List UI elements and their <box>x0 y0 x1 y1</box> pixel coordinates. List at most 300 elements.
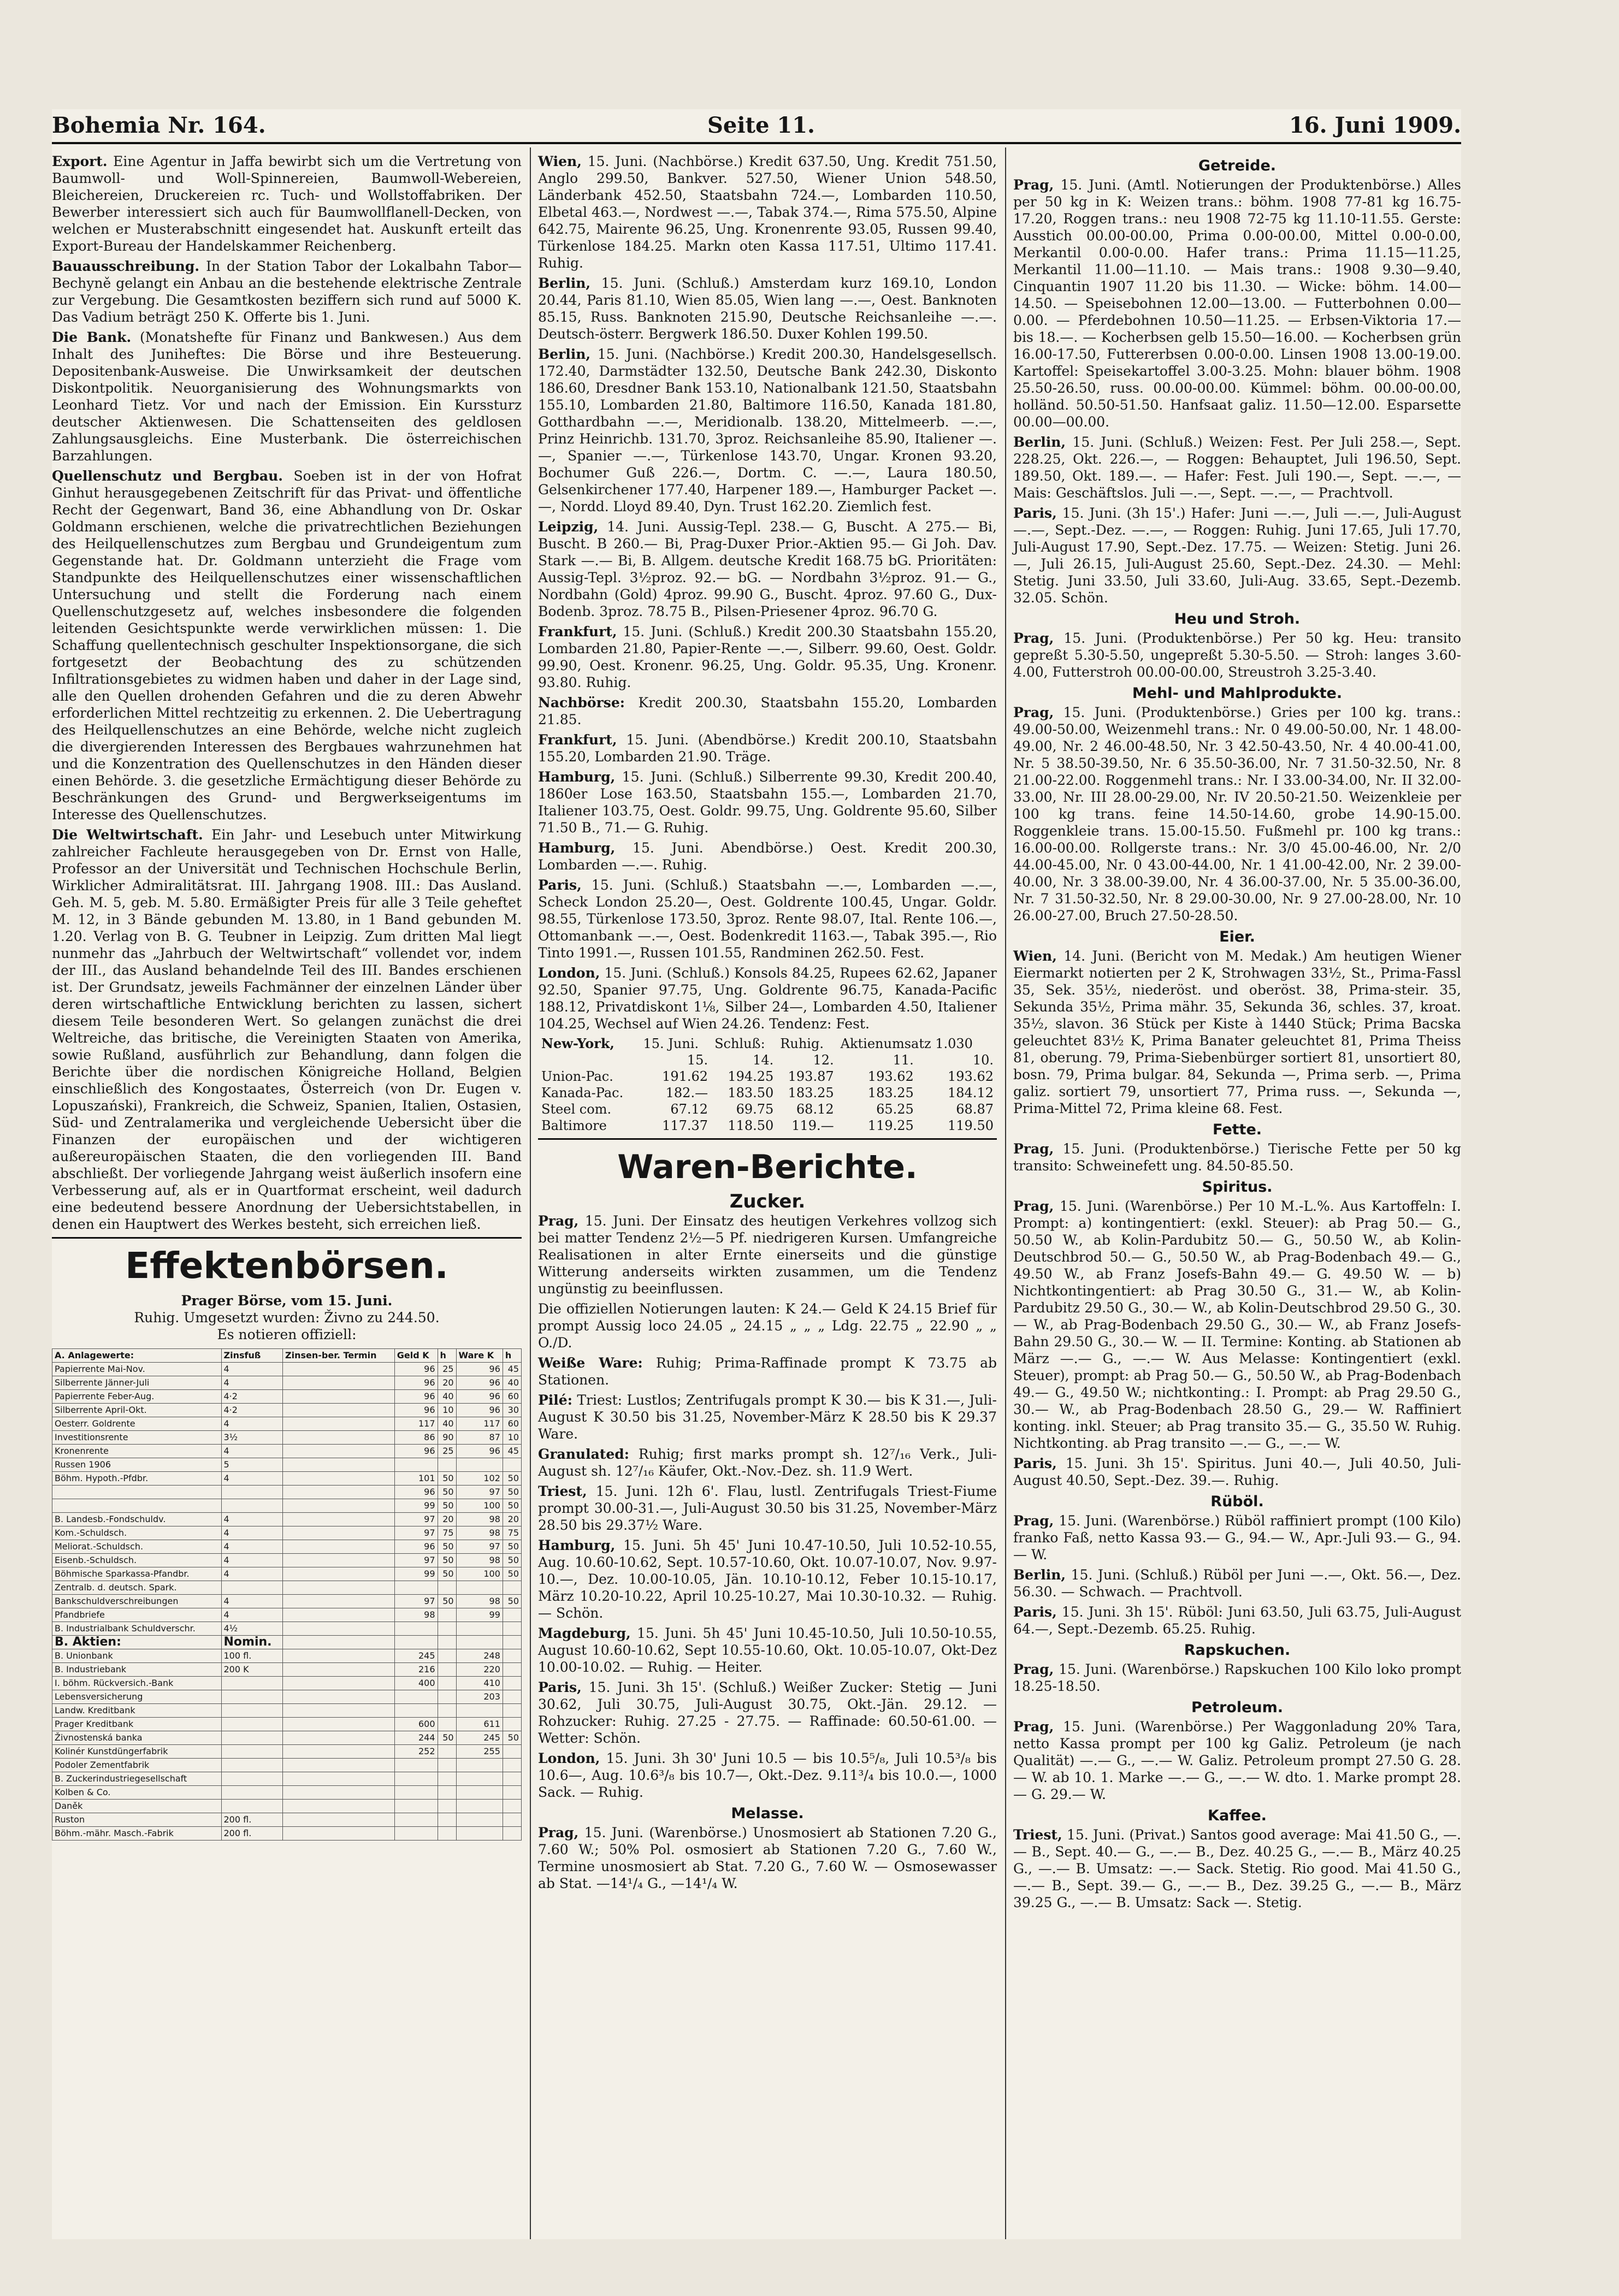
ny-col-date: 12. <box>813 1052 834 1068</box>
report-paragraph <box>538 964 997 1032</box>
newyork-table <box>538 1035 997 1134</box>
table-row <box>52 1772 522 1786</box>
table-cell: 50 <box>438 1554 456 1567</box>
report-lead: Prag, <box>1013 1661 1054 1677</box>
report-lead: Hamburg, <box>538 840 616 856</box>
market-section-title: Getreide. <box>1198 157 1277 174</box>
report-paragraph <box>1013 1140 1461 1174</box>
table-cell: 611 <box>456 1718 503 1731</box>
report-paragraph <box>538 1537 997 1622</box>
table-cell: Bankschuldverschreibungen <box>52 1595 222 1608</box>
table-header-cell: h <box>503 1349 521 1363</box>
table-cell: 4 <box>221 1567 283 1581</box>
table-row <box>52 1827 522 1841</box>
table-cell: 96 <box>394 1404 438 1417</box>
table-row <box>52 1718 522 1731</box>
table-cell: 4 <box>221 1363 283 1376</box>
table-cell: Silberrente April-Okt. <box>52 1404 222 1417</box>
market-section-title: Mehl- und Mahlprodukte. <box>1132 685 1343 702</box>
table-cell <box>503 1827 521 1841</box>
table-cell: 245 <box>456 1731 503 1745</box>
ny-cell: 183.25 <box>788 1085 834 1100</box>
table-cell: Podoler Zementfabrik <box>52 1759 222 1772</box>
table-row <box>52 1786 522 1800</box>
report-paragraph <box>1013 704 1461 924</box>
table-cell <box>438 1622 456 1636</box>
table-cell <box>283 1595 395 1608</box>
table-cell: 4 <box>221 1417 283 1431</box>
table-cell <box>438 1663 456 1677</box>
table-cell <box>283 1376 395 1390</box>
table-cell: 50 <box>438 1595 456 1608</box>
report-text: 15. Juni. 3h 15'. Spiritus. Juni 40.—, Juli 40.50, Juli-August 40.50, Sept.-Dez. 39.—. Ruhig. <box>1013 1455 1461 1488</box>
empty-cell <box>456 1636 503 1649</box>
table-cell: 50 <box>438 1486 456 1499</box>
report-paragraph <box>1013 1566 1461 1600</box>
ny-date-row <box>538 1052 997 1068</box>
newspaper-page <box>52 109 1461 2239</box>
report-paragraph <box>1013 1826 1461 1911</box>
table-cell <box>438 1813 456 1827</box>
table-cell: Russen 1906 <box>52 1458 222 1472</box>
stock-reports <box>538 153 997 1032</box>
table-cell <box>438 1677 456 1690</box>
table-cell: 98 <box>456 1554 503 1567</box>
table-cell <box>221 1677 283 1690</box>
table-cell <box>438 1786 456 1800</box>
ny-col-date: 11. <box>893 1052 914 1068</box>
table-cell: 4 <box>221 1526 283 1540</box>
table-cell: 96 <box>394 1540 438 1554</box>
report-lead: Berlin, <box>538 346 591 362</box>
table-row <box>52 1800 522 1813</box>
table-cell <box>503 1772 521 1786</box>
table-cell <box>503 1458 521 1472</box>
table-cell: 4 <box>221 1540 283 1554</box>
table-cell: I. böhm. Rückversich.-Bank <box>52 1677 222 1690</box>
table-cell <box>503 1622 521 1636</box>
table-cell <box>503 1704 521 1718</box>
report-lead: Paris, <box>538 1679 582 1695</box>
report-lead: Wien, <box>538 153 582 169</box>
report-paragraph <box>52 826 522 1233</box>
table-cell: 245 <box>394 1649 438 1663</box>
table-cell <box>283 1813 395 1827</box>
table-cell: 248 <box>456 1649 503 1663</box>
table-body <box>52 1363 522 1841</box>
table-cell: 200 K <box>221 1663 283 1677</box>
table-cell: 50 <box>503 1567 521 1581</box>
table-cell <box>456 1772 503 1786</box>
report-paragraph <box>538 694 997 728</box>
page-header <box>52 109 1461 143</box>
header-rule <box>52 142 1461 144</box>
table-row <box>52 1704 522 1718</box>
report-text: Die offiziellen Notierungen lauten: K 24.— Geld K 24.15 Brief für prompt Aussig loco 24.05 „ 24.15 „ „ „ Ldg. 22.75 „ 22.90 „ „ O./D. <box>538 1301 997 1351</box>
table-cell: 50 <box>438 1567 456 1581</box>
table-cell: 10 <box>438 1404 456 1417</box>
table-cell <box>438 1800 456 1813</box>
table-row <box>52 1540 522 1554</box>
table-cell <box>503 1813 521 1827</box>
table-cell: B. Industriebank <box>52 1663 222 1677</box>
ny-cell: 119.25 <box>867 1118 914 1133</box>
table-cell <box>438 1704 456 1718</box>
report-text: In der Station Tabor der Lokalbahn Tabor—Bechyně gelangt ein Anbau an die bestehende elektrische Zentrale zur Vergebung. Die Gesamtkosten beziffern sich rund auf 5000 K. Das Vadium beträgt 250 K. Offerte bis 1. Juni. <box>52 258 522 325</box>
table-cell <box>221 1581 283 1595</box>
table-row <box>52 1513 522 1526</box>
table-cell <box>221 1690 283 1704</box>
table-cell: 25 <box>438 1363 456 1376</box>
table-cell: 99 <box>394 1499 438 1513</box>
table-cell: 90 <box>438 1431 456 1445</box>
table-cell <box>394 1581 438 1595</box>
report-paragraph <box>538 275 997 342</box>
table-cell: 4½ <box>221 1622 283 1636</box>
table-row <box>52 1759 522 1772</box>
table-cell: 200 fl. <box>221 1813 283 1827</box>
table-cell: Živnostenská banka <box>52 1731 222 1745</box>
table-cell: 252 <box>394 1745 438 1759</box>
table-cell <box>456 1813 503 1827</box>
report-paragraph <box>1013 948 1461 1117</box>
table-cell <box>503 1649 521 1663</box>
report-lead: Weiße Ware: <box>538 1355 643 1371</box>
report-text: 15. Juni. 5h 45' Juni 10.47-10.50, Juli 10.52-10.55, Aug. 10.60-10.62, Sept. 10.57-10.60, Okt. 10.07-10.07, Nov. 9.97-10.—, Dez. 10.00-10.05, Jän. 10.10-10.12, Feber 10.15-10.17, März 10.20-10.22, April 10.25-10.27, Mai 10.30-10.32. — Ruhig. — Schön. <box>538 1537 997 1621</box>
empty-cell <box>438 1636 456 1649</box>
table-row <box>52 1499 522 1513</box>
empty-cell <box>394 1636 438 1649</box>
table-row <box>52 1649 522 1663</box>
table-cell <box>283 1472 395 1486</box>
table-header <box>52 1349 522 1363</box>
table-cell <box>438 1458 456 1472</box>
table-cell <box>503 1800 521 1813</box>
ny-cell: 69.75 <box>736 1102 774 1117</box>
table-cell: 96 <box>456 1445 503 1458</box>
report-lead: Wien, <box>1013 948 1057 964</box>
market-section-title: Fette. <box>1212 1121 1262 1138</box>
ny-schluss: Schluß: <box>714 1036 765 1051</box>
aktien-header-cell: Nomin. <box>221 1636 283 1649</box>
table-cell: Silberrente Jänner-Juli <box>52 1376 222 1390</box>
report-text: Soeben ist in der von Hofrat Ginhut herausgegebenen Zeitschrift für das Privat- und öffentliche Recht der Gegenwart, Band 36, eine Abhandlung von Dr. Oskar Goldmann erschienen, welche die privatrechtlichen Beziehungen des Heilquellenschutzes zum Bergbau und Grundeigentum zum Gegenstande hat. Dr. Goldmann unterzieht die Frage vom Standpunkte des Heilquellenschutzes einer wissenschaftlichen Untersuchung und stellt die Forderung nach einem Quellenschutzgesetz auf, welches insbesondere die folgenden leitenden Gesichtspunkte werde verwirklichen müssen: 1. Die Schaffung quellentechnisch geschulter Inspektionsorgane, die sich fortgesetzt der Beobachtung des zu schützenden Infiltrationsgebietes zu widmen haben und daher in der Lage sind, alle den Quellen drohenden Gefahren und die zu deren Abwehr erforderlichen Mittel rechtzeitig zu erkennen. 2. Die Uebertragung des Heilquellenschutzes an eine Behörde, welche nicht zugleich die divergierenden Interessen des Bergbaues wahrzunehmen hat und die Konzentration des Quellenschutzes in den Händen dieser einen Behörde. 3. die gesetzliche Ermächtigung dieser Behörde zu Beschränkungen des Grund- und Bergwerkseigentums im Interesse des Quellenschutzes. <box>52 468 522 822</box>
table-cell <box>283 1800 395 1813</box>
table-cell: 50 <box>503 1540 521 1554</box>
empty-cell <box>283 1636 395 1649</box>
table-cell: 97 <box>394 1526 438 1540</box>
table-cell: 5 <box>221 1458 283 1472</box>
report-paragraph <box>1013 1718 1461 1803</box>
report-text: Ruhig; Prima-Raffinade prompt K 73.75 ab Stationen. <box>538 1355 997 1388</box>
market-section-title: Spiritus. <box>1202 1179 1273 1196</box>
report-text: 15. Juni. (3h 15'.) Hafer: Juni —.—, Juli —.—, Juli-August —.—, Sept.-Dez. —.—, — Roggen: Ruhig. Juni 17.65, Juli 17.70, Juli-August 17.90, Sept.-Dez. 17.75. — Weizen: Stetig. Juni 26.—, Juli 26.15, Juli-August 25.60, Sept.-Dez. 24.30. — Mehl: Stetig. Juni 33.50, Juli 33.60, Juli-Aug. 33.65, Sept.-Dezemb. 32.05. Schön. <box>1013 505 1461 606</box>
table-cell <box>503 1718 521 1731</box>
table-cell: Kolben & Co. <box>52 1786 222 1800</box>
ny-head-row <box>538 1035 997 1052</box>
report-text: 15. Juni. (Schluß.) Rüböl per Juni —.—, Okt. 56.—, Dez. 56.30. — Schwach. — Prachtvoll. <box>1013 1567 1462 1600</box>
table-cell: 97 <box>394 1554 438 1567</box>
column-divider-1 <box>530 147 531 2239</box>
report-paragraph <box>538 768 997 836</box>
table-cell <box>438 1745 456 1759</box>
report-text: Kredit 200.30, Staatsbahn 155.20, Lombarden 21.85. <box>538 695 997 727</box>
report-text: 15. Juni. (Produktenbörse.) Per 50 kg. Heu: transito gepreßt 5.30-5.50, ungepreßt 5.30-5.50. — Stroh: langes 3.60-4.00, Futterstroh 00.00-00.00, Streustroh 3.25-3.40. <box>1013 630 1461 680</box>
table-cell: 3½ <box>221 1431 283 1445</box>
report-paragraph <box>538 1300 997 1351</box>
table-cell: 600 <box>394 1718 438 1731</box>
report-lead: Paris, <box>1013 505 1057 521</box>
ny-cell: 183.50 <box>728 1085 774 1100</box>
table-cell <box>52 1499 222 1513</box>
table-cell: 50 <box>503 1595 521 1608</box>
table-cell: 400 <box>394 1677 438 1690</box>
table-cell: 45 <box>503 1445 521 1458</box>
report-text: 15. Juni. (Abendbörse.) Kredit 200.10, Staatsbahn 155.20, Lombarden 21.90. Träge. <box>538 732 997 765</box>
table-cell <box>456 1827 503 1841</box>
table-cell: 96 <box>394 1445 438 1458</box>
report-text: 15. Juni. Der Einsatz des heutigen Verkehres vollzog sich bei matter Tendenz 2½—5 Pf. niedrigeren Kursen. Umfangreiche Realisationen in alter Ernte einerseits und die günstige Witterung anderseits wirkten zusammen, um die Tendenz ungünstig zu beeinflussen. <box>538 1213 997 1297</box>
table-cell: 255 <box>456 1745 503 1759</box>
report-text: Eine Agentur in Jaffa bewirbt sich um die Vertretung von Baumwoll- und Woll-Spinnereien, Baumwoll-Webereien, Bleichereien, Druckereien rc. Tuch- und Wollstoffabriken. Der Bewerber interessiert sich auch für Baumwollflanell-Decken, von welchen er Musterabschnitt eingesendet hat. Auskunft erteilt das Export-Bureau der Handelskammer Reichenberg. <box>52 153 522 254</box>
table-row <box>52 1390 522 1404</box>
table-cell: Böhm. Hypoth.-Pfdbr. <box>52 1472 222 1486</box>
table-header-cell: Geld K <box>394 1349 438 1363</box>
report-text: 15. Juni. (Warenbörse.) Per 10 M.-L.%. Aus Kartoffeln: I. Prompt: a) kontingentiert: (exkl. Steuer): ab Prag 50.— G., 50.50 W., ab Kolin-Pardubitz 50.— G., 50.50 W., ab Kolin-Deutschbrod 50.— G., 50.50 W., ab Prag-Bodenbach 49.— G., 49.50 W., ab Franz Josefs-Bahn 49.— G. 49.50 W. — b) Nichtkontingentiert: ab Prag 30.50 G., 31.— W., ab Kolin-Pardubitz 29.50 G., 30.— W., ab Kolin-Deutschbrod 29.50 G., 30.— W., ab Prag-Bodenbach 29.50 G., 30.— W., ab Franz Josefs-Bahn 29.50 G., 30.— W. — II. Termine: Konting. ab Stationen ab März —.— G., —.— W. Aus Melasse: Kontingentiert (exkl. Steuer), prompt: ab Prag 50.— G., 50.50 W., ab Prag-Bodenbach 49.— G., 49.50 W.; nichtkonting.: I. Prompt: ab Prag 29.50 G., 30.— W., ab Prag-Bodenbach 28.50 G., 29.— W. Raffiniert konting. inkl. Steuer; ab Prag transito 35.— G., 35.50 W. Ruhig. Nichtkonting. ab Prag transito —.— G., —.— W. <box>1013 1198 1461 1451</box>
table-cell <box>438 1690 456 1704</box>
report-lead: London, <box>538 965 600 981</box>
table-cell <box>456 1786 503 1800</box>
report-lead: Paris, <box>1013 1604 1057 1620</box>
table-cell: 216 <box>394 1663 438 1677</box>
table-cell <box>283 1499 395 1513</box>
table-cell: Pfandbriefe <box>52 1608 222 1622</box>
table-cell <box>283 1772 395 1786</box>
report-text: 15. Juni. 3h 15'. Rüböl: Juni 63.50, Juli 63.75, Juli-August 64.—, Sept.-Dezemb. 65.25. Ruhig. <box>1013 1604 1462 1637</box>
table-cell: Prager Kreditbank <box>52 1718 222 1731</box>
report-paragraph <box>52 468 522 823</box>
table-cell: 100 <box>456 1567 503 1581</box>
market-section-title: Kaffee. <box>1208 1807 1267 1824</box>
header-date: 16. Juni 1909. <box>1289 113 1461 138</box>
table-cell <box>283 1690 395 1704</box>
table-cell: Investitionsrente <box>52 1431 222 1445</box>
ny-cell: 183.25 <box>867 1085 914 1100</box>
table-cell: Eisenb.-Schuldsch. <box>52 1554 222 1567</box>
market-section-title: Eier. <box>1219 928 1255 945</box>
news-notices <box>52 153 522 1233</box>
report-paragraph <box>538 1625 997 1676</box>
table-cell <box>456 1704 503 1718</box>
ny-cell: 118.50 <box>728 1118 774 1133</box>
table-cell: 4 <box>221 1595 283 1608</box>
table-row <box>52 1472 522 1486</box>
ny-date: 15. Juni. <box>643 1036 699 1051</box>
table-cell: 50 <box>438 1540 456 1554</box>
report-paragraph <box>1013 434 1461 501</box>
table-cell <box>394 1759 438 1772</box>
ny-ruhig: Ruhig. <box>780 1036 824 1051</box>
report-paragraph <box>538 731 997 765</box>
table-cell <box>283 1608 395 1622</box>
report-paragraph <box>538 1679 997 1747</box>
table-cell: 4 <box>221 1554 283 1567</box>
table-cell: 75 <box>438 1526 456 1540</box>
table-cell: 4·2 <box>221 1390 283 1404</box>
table-cell: 97 <box>394 1513 438 1526</box>
table-cell: 96 <box>394 1390 438 1404</box>
report-text: 15. Juni. (Privat.) Santos good average: Mai 41.50 G., —.— B., Sept. 40.— G., —.— B., Dez. 40.25 G., —.— B., März 40.25 G., —.— B. Umsatz: —.— Sack. Stetig. Rio good. Mai 41.50 G., —.— B., Sept. 39.— G., —.— B., Dez. 39.25 G., —.— B., März 39.25 G., —.— B. Umsatz: Sack —. Stetig. <box>1013 1827 1461 1910</box>
table-cell <box>283 1554 395 1567</box>
table-cell: 50 <box>438 1731 456 1745</box>
report-text: 14. Juni. Aussig-Tepl. 238.— G, Buscht. A 275.— Bi, Buscht. B 260.— Bi, Prag-Duxer Prior.-Aktien 95.— Gi Joh. Dav. Stark —.— Bi, B. Allgem. deutsche Kredit 168.75 bG. Prioritäten: Aussig-Tepl. 3½proz. 92.— bG. — Nordbahn 3½proz. 91.— G., Nordbahn (Gold) 4proz. 99.90 G., Buscht. 4proz. 97.60 G., Dux-Bodenb. 3proz. 78.75 B., Pilsen-Priesener 4proz. 96.70 G. <box>538 519 997 619</box>
ny-col-date: 10. <box>972 1052 994 1068</box>
report-paragraph <box>538 153 997 271</box>
ny-title: New-York, <box>541 1035 614 1051</box>
report-paragraph <box>1013 1512 1461 1563</box>
table-cell: 96 <box>394 1363 438 1376</box>
table-cell: 20 <box>503 1513 521 1526</box>
table-cell: 4 <box>221 1445 283 1458</box>
report-lead: Prag, <box>538 1825 579 1841</box>
table-header-cell: h <box>438 1349 456 1363</box>
table-row <box>52 1417 522 1431</box>
table-row <box>52 1458 522 1472</box>
report-text: 15. Juni. (Warenbörse.) Unosmosiert ab Stationen 7.20 G., 7.60 W.; 50% Pol. osmosiert ab Stationen 7.20 G., 7.60 W., Termine unosmosiert ab Stat. 7.20 G., 7.60 W. — Osmosewasser ab Stat. —14¹/₄ G., —14¹/₄ W. <box>538 1825 997 1891</box>
table-cell <box>283 1417 395 1431</box>
ny-cell: 65.25 <box>876 1102 914 1117</box>
table-cell: 96 <box>456 1390 503 1404</box>
report-lead: Frankfurt, <box>538 624 617 640</box>
table-row <box>52 1376 522 1390</box>
table-cell <box>394 1786 438 1800</box>
table-cell: 50 <box>438 1472 456 1486</box>
report-text: 15. Juni. 3h 30' Juni 10.5 — bis 10.5⁵/₈, Juli 10.5³/₈ bis 10.6—, Aug. 10.6³/₈ bis 10.7—, Okt.-Dez. 9.11³/₄ bis 10.0.—, 1000 Sack. — Ruhig. <box>538 1750 997 1800</box>
table-cell <box>283 1390 395 1404</box>
table-cell <box>221 1704 283 1718</box>
report-lead: Nachbörse: <box>538 695 625 711</box>
table-cell <box>394 1622 438 1636</box>
table-cell: Zentralb. d. deutsch. Spark. <box>52 1581 222 1595</box>
table-cell: 99 <box>456 1608 503 1622</box>
table-cell: B. Landesb.-Fondschuldv. <box>52 1513 222 1526</box>
table-cell <box>503 1759 521 1772</box>
report-paragraph <box>538 1824 997 1892</box>
report-lead: Prag, <box>1013 705 1054 720</box>
ny-cell: Baltimore <box>541 1118 607 1133</box>
table-cell <box>221 1731 283 1745</box>
table-row <box>52 1445 522 1458</box>
table-row <box>52 1595 522 1608</box>
column-1 <box>52 153 522 1841</box>
zucker-reports <box>538 1212 997 1801</box>
header-issue: Bohemia Nr. 164. <box>52 113 266 138</box>
table-cell: 10 <box>503 1431 521 1445</box>
report-paragraph <box>52 153 522 255</box>
report-text: 15. Juni. (Produktenbörse.) Gries per 100 kg. trans.: 49.00-50.00, Weizenmehl trans.: Nr. 0 49.00-50.00, Nr. 1 48.00-49.00, Nr. 2 46.00-48.50, Nr. 3 42.50-43.50, Nr. 4 40.00-41.00, Nr. 5 38.50-39.50, Nr. 6 35.50-36.00, Nr. 7 31.50-32.50, Nr. 8 21.00-22.00. Roggenmehl trans.: Nr. I 33.00-34.00, Nr. II 32.00-33.00, Nr. III 28.00-29.00, Nr. IV 20.50-21.50. Weizenkleie per 100 kg trans. feine 14.50-14.60, grobe 14.90-15.00. Roggenkleie trans. 15.00-15.50. Fußmehl pr. 100 kg trans.: 16.00-00.00. Rollgerste trans.: Nr. 3/0 45.00-46.00, Nr. 2/0 44.00-45.00, Nr. 0 43.00-44.00, Nr. 1 41.00-42.00, Nr. 2 39.00-40.00, Nr. 3 38.00-39.00, Nr. 4 36.00-37.00, Nr. 5 35.00-36.00, Nr. 7 31.50-32.50, Nr. 8 29.00-30.00, Nr. 9 27.00-28.00, Nr. 10 26.00-27.00, Bruch 27.50-28.50. <box>1013 705 1461 924</box>
table-cell <box>283 1567 395 1581</box>
table-cell <box>221 1745 283 1759</box>
table-cell: Landw. Kreditbank <box>52 1704 222 1718</box>
report-paragraph <box>538 877 997 961</box>
table-cell: 99 <box>394 1567 438 1581</box>
report-lead: Magdeburg, <box>538 1625 631 1641</box>
report-lead: Prag, <box>1013 630 1054 646</box>
report-lead: Prag, <box>1013 1513 1054 1529</box>
table-cell: 86 <box>394 1431 438 1445</box>
table-cell: 203 <box>456 1690 503 1704</box>
ny-umsatz: Aktienumsatz 1.030 <box>840 1036 973 1051</box>
ny-cell: 117.37 <box>662 1118 708 1133</box>
table-cell <box>221 1718 283 1731</box>
ny-cell: 193.62 <box>867 1069 914 1084</box>
report-text: 15. Juni. (Produktenbörse.) Tierische Fette per 50 kg transito: Schweinefett ung. 84.50-85.50. <box>1013 1141 1461 1174</box>
report-paragraph <box>1013 1603 1461 1637</box>
table-cell: 97 <box>394 1595 438 1608</box>
report-lead: Frankfurt, <box>538 732 617 748</box>
table-cell <box>394 1458 438 1472</box>
table-cell: 40 <box>438 1417 456 1431</box>
ny-col-date: 14. <box>753 1052 774 1068</box>
table-cell: 98 <box>456 1513 503 1526</box>
table-cell: 117 <box>456 1417 503 1431</box>
table-cell <box>394 1813 438 1827</box>
prager-boerse-table <box>52 1348 522 1841</box>
report-lead: Berlin, <box>1013 434 1066 450</box>
table-cell <box>283 1431 395 1445</box>
table-row <box>52 1663 522 1677</box>
ny-cell: Steel com. <box>541 1102 612 1117</box>
table-cell: Ruston <box>52 1813 222 1827</box>
table-cell: Kronenrente <box>52 1445 222 1458</box>
report-text: 15. Juni. (Schluß.) Staatsbahn —.—, Lombarden —.—, Scheck London 25.20—, Oest. Goldrente 100.45, Ungar. Goldr. 98.55, Türkenlose 173.50, 3proz. Rente 98.07, Ital. Rente 106.—, Ottomanbank —.—, Oest. Bodenkredit 1163.—, Tabak 395.—, Rio Tinto 1991.—, Russen 101.55, Randminen 262.50. Fest. <box>538 877 997 961</box>
table-cell <box>394 1690 438 1704</box>
report-paragraph <box>52 258 522 326</box>
table-cell <box>456 1581 503 1595</box>
table-cell: Kom.-Schuldsch. <box>52 1526 222 1540</box>
market-section-title: Rüböl. <box>1210 1493 1264 1510</box>
table-row <box>52 1567 522 1581</box>
table-cell <box>503 1608 521 1622</box>
table-header-cell: Ware K <box>456 1349 503 1363</box>
table-row <box>52 1581 522 1595</box>
table-cell: 50 <box>503 1554 521 1567</box>
ny-cell: 119.— <box>791 1118 834 1133</box>
table-cell: 25 <box>438 1445 456 1458</box>
report-lead: Leipzig, <box>538 519 599 535</box>
table-header-cell: Zinsfuß <box>221 1349 283 1363</box>
table-cell <box>283 1704 395 1718</box>
market-section-title: Petroleum. <box>1191 1699 1284 1716</box>
report-lead: London, <box>538 1750 600 1766</box>
ny-cell: 191.62 <box>662 1069 708 1084</box>
table-cell <box>503 1786 521 1800</box>
ny-cell: Union-Pac. <box>541 1069 613 1084</box>
table-cell: 102 <box>456 1472 503 1486</box>
table-cell <box>438 1827 456 1841</box>
table-cell <box>503 1677 521 1690</box>
report-lead: Pilé: <box>538 1392 572 1408</box>
report-text: 15. Juni. (Amtl. Notierungen der Produktenbörse.) Alles per 50 kg in K: Weizen trans.: böhm. 1908 77-81 kg 16.75-17.20, Roggen trans.: neu 1908 72-75 kg 11.10-11.55. Gerste: Ausstich 00.00-00.00, Prima 0.00-00.00, Mittel 0.00-0.00, Merkantil 0.00-0.00. Hafer trans.: Prima 11.15—11.25, Merkantil 11.00—11.10. — Mais trans.: 1908 9.30—9.40, Cinquantin 1907 11.20 bis 11.30. — Wicke: böhm. 14.00—14.50. — Speisebohnen 12.00—13.00. — Futterbohnen 0.00—0.00. — Pferdebohnen 10.50—11.25. — Erbsen-Viktoria 17.— bis 18.—. — Kocherbsen gelb 15.50—16.00. — Kocherbsen grün 16.00-17.50, Futtererbsen 0.00-0.00. Linsen 1908 13.00-19.00. Kartoffel: Speisekartoffel 3.00-3.25. Mohn: blauer böhm. 1908 25.50-26.50, russ. 00.00-00.00. Kümmel: böhm. 00.00-00.00, holländ. 50.50-51.50. Hanfsaat galiz. 11.50—12.00. Esparsette 00.00—00.00. <box>1013 177 1461 430</box>
table-cell <box>283 1731 395 1745</box>
report-lead: Berlin, <box>538 275 591 291</box>
table-cell <box>221 1499 283 1513</box>
table-cell: Papierrente Feber-Aug. <box>52 1390 222 1404</box>
report-text: Triest: Lustlos; Zentrifugals prompt K 30.— bis K 31.—, Juli-August K 30.50 bis 31.25, November-März K 28.50 bis K 29.37 Ware. <box>538 1392 997 1442</box>
table-cell: 20 <box>438 1376 456 1390</box>
report-text: 15. Juni. (Warenbörse.) Per Waggonladung 20% Tara, netto Kassa prompt per 100 kg Galiz. Petroleum (je nach Qualität) —.— G., —.— W. Galiz. Petroleum prompt 27.50 G. 28.— W. ab 10. 1. Marke —.— G., —.— W. dto. 1. Marke prompt 28.— G. 29.— W. <box>1013 1719 1461 1802</box>
report-text: 15. Juni. 3h 15'. (Schluß.) Weißer Zucker: Stetig — Juni 30.62, Juli 30.75, Juli-August 30.75, Okt.-Jän. 29.12. — Rohzucker: Ruhig. 27.25 - 27.75. — Raffinade: 60.50-61.00. — Wetter: Schön. <box>538 1679 997 1746</box>
